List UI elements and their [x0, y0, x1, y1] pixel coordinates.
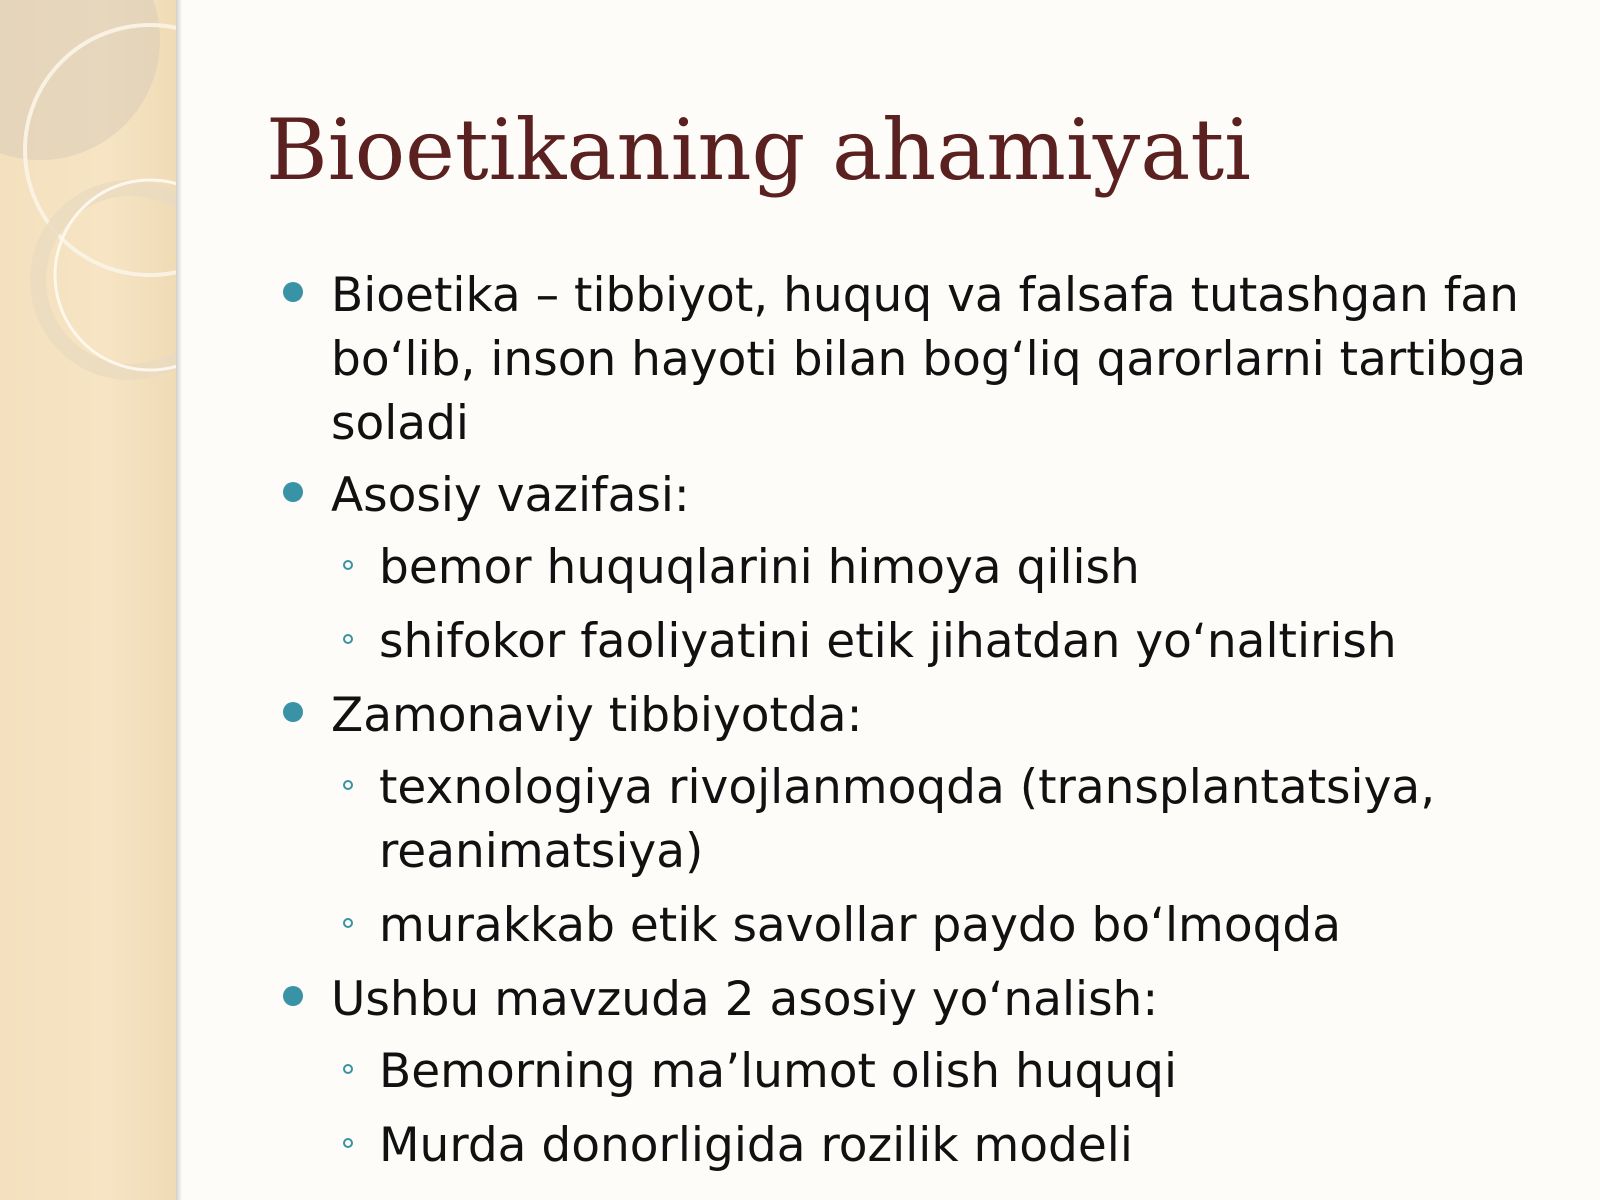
- sub-bullet-item: [331, 1114, 1573, 1178]
- sub-bullet-list: [331, 756, 1573, 958]
- sub-bullet-item: [331, 610, 1573, 674]
- sub-bullet-ring-icon: [343, 1138, 353, 1148]
- bullet-dot-icon: [283, 482, 303, 502]
- decorative-side-panel: [0, 0, 176, 1200]
- sub-bullet-ring-icon: [343, 634, 353, 644]
- sub-bullet-text: Bemorning ma’lumot olish huquqi: [379, 1044, 1178, 1099]
- sub-bullet-text: bemor huquqlarini himoya qilish: [379, 540, 1140, 595]
- bullet-text: Zamonaviy tibbiyotda:: [331, 688, 863, 743]
- bullet-dot-icon: [283, 702, 303, 722]
- sub-bullet-item: [331, 536, 1573, 600]
- sub-bullet-ring-icon: [343, 560, 353, 570]
- bullet-item: [283, 464, 1573, 674]
- bullet-item: [283, 264, 1573, 456]
- sub-bullet-text: texnologiya rivojlanmoqda (transplantatsiya, reanimatsiya): [379, 760, 1436, 879]
- bullet-text: Asosiy vazifasi:: [331, 468, 690, 523]
- sub-bullet-text: shifokor faoliyatini etik jihatdan yo‘naltirish: [379, 614, 1397, 669]
- sub-bullet-item: [331, 756, 1573, 884]
- bullet-dot-icon: [283, 986, 303, 1006]
- bullet-text: Ushbu mavzuda 2 asosiy yo‘nalish:: [331, 972, 1159, 1027]
- bullet-list: [283, 264, 1573, 1188]
- side-panel-shadow: [176, 0, 182, 1200]
- sub-bullet-text: murakkab etik savollar paydo bo‘lmoqda: [379, 898, 1342, 953]
- sub-bullet-ring-icon: [343, 780, 353, 790]
- bullet-text: Bioetika – tibbiyot, huquq va falsafa tutashgan fan bo‘lib, inson hayoti bilan bog‘liq qarorlarni tartibga soladi: [331, 268, 1527, 451]
- bullet-item: [283, 968, 1573, 1178]
- bullet-dot-icon: [283, 282, 303, 302]
- slide-title: Bioetikaning ahamiyati: [266, 101, 1251, 199]
- sub-bullet-item: [331, 894, 1573, 958]
- sub-bullet-list: [331, 1040, 1573, 1178]
- bullet-item: [283, 684, 1573, 958]
- decorative-circles-graphic: [0, 0, 176, 420]
- sub-bullet-text: Murda donorligida rozilik modeli: [379, 1118, 1133, 1173]
- sub-bullet-list: [331, 536, 1573, 674]
- sub-bullet-item: [331, 1040, 1573, 1104]
- sub-bullet-ring-icon: [343, 1064, 353, 1074]
- sub-bullet-ring-icon: [343, 918, 353, 928]
